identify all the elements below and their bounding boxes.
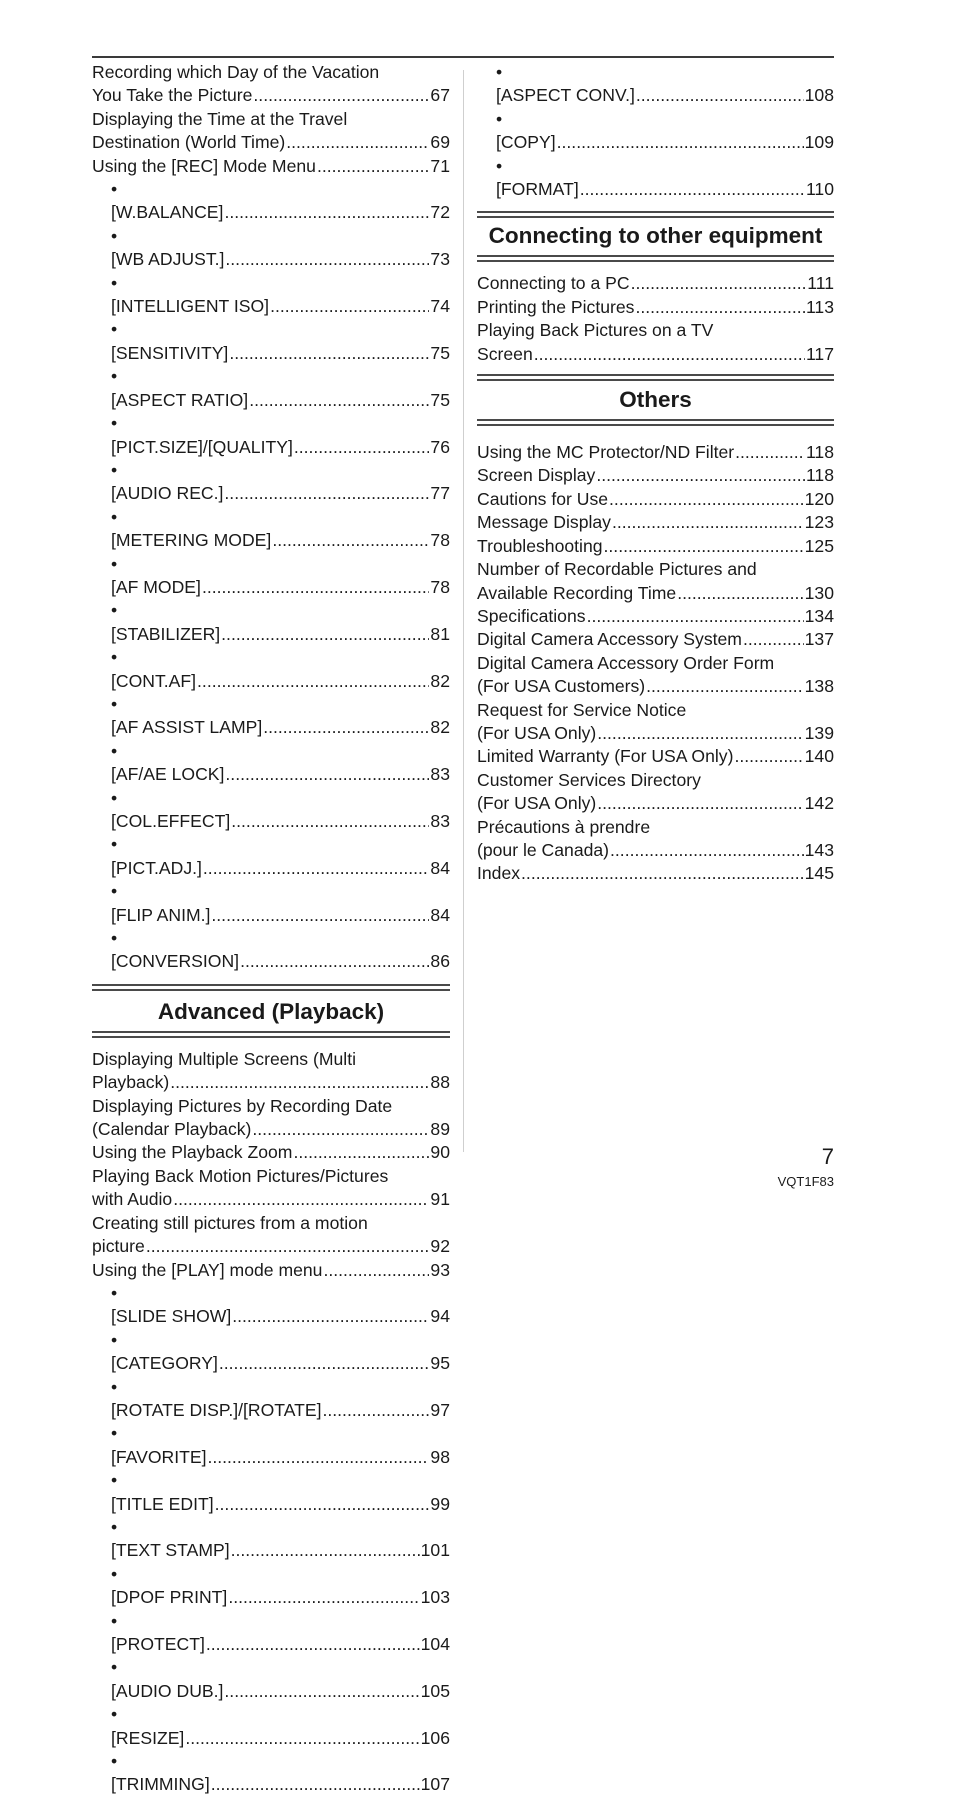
- section-heading: Advanced (Playback): [157, 998, 385, 1024]
- toc-page-number: 109: [804, 132, 834, 153]
- toc-subentry: [92, 1656, 450, 1703]
- toc-entry-title: • [AF/AE LOCK]: [111, 764, 225, 785]
- toc-entry-title: Limited Warranty (For USA Only): [477, 746, 734, 767]
- toc-page-number: 105: [420, 1680, 450, 1701]
- toc-entry: [477, 511, 834, 534]
- toc-subentry: [92, 318, 450, 365]
- toc-page-number: 75: [430, 342, 450, 363]
- section-heading: Others: [619, 387, 692, 413]
- toc-entry-title: • [CONVERSION]: [111, 951, 240, 972]
- section-rule-bottom: [477, 419, 834, 426]
- toc-entry-title: Playback): [92, 1072, 170, 1093]
- document-code: VQT1F83: [777, 1174, 834, 1189]
- toc-page-number: 101: [420, 1540, 450, 1561]
- section-rule-bottom: [92, 1031, 450, 1038]
- toc-page-number: 120: [804, 488, 834, 509]
- dot-leader: [203, 857, 430, 880]
- dot-leader: [646, 675, 803, 698]
- dot-leader: [211, 1773, 420, 1796]
- dot-leader: [323, 1399, 430, 1422]
- toc-entry: [92, 1165, 450, 1212]
- toc-page-number: 86: [430, 951, 450, 972]
- toc-entry: [477, 699, 834, 746]
- toc-subentry: [92, 225, 450, 272]
- dot-leader: [173, 1188, 429, 1211]
- toc-page-number: 108: [804, 85, 834, 106]
- section-rule-bottom: [477, 255, 834, 262]
- toc-entry: [92, 1095, 450, 1142]
- toc-entry-line: Recording which Day of the Vacation: [92, 62, 380, 82]
- toc-page-number: 76: [430, 436, 450, 457]
- toc-entry-title: Destination (World Time): [92, 132, 286, 153]
- dot-leader: [146, 1235, 430, 1258]
- toc-page-number: 69: [430, 132, 450, 153]
- toc-entry-title: • [SLIDE SHOW]: [111, 1306, 232, 1327]
- toc-left-column: [92, 61, 450, 1797]
- toc-entry-title: • [COL.EFFECT]: [111, 811, 231, 831]
- toc-entry-title: • [SENSITIVITY]: [111, 342, 229, 363]
- toc-page-number: 138: [804, 676, 834, 697]
- toc-page-number: 111: [807, 273, 834, 294]
- toc-list: [477, 61, 834, 201]
- toc-page-number: 103: [420, 1587, 450, 1608]
- dot-leader: [587, 605, 804, 628]
- toc-page-number: 140: [804, 746, 834, 767]
- toc-entry-title: Index: [477, 863, 521, 884]
- toc-page-number: 106: [420, 1727, 450, 1748]
- toc-subentry: [92, 365, 450, 412]
- toc-page-number: 142: [804, 793, 834, 814]
- dot-leader: [240, 950, 429, 973]
- toc-entry-line: Displaying Pictures by Recording Date: [92, 1095, 393, 1116]
- dot-leader: [225, 763, 429, 786]
- toc-page-number: 72: [430, 202, 450, 223]
- toc-entry-title: • [AF ASSIST LAMP]: [111, 717, 263, 738]
- toc-subentry: [92, 1376, 450, 1423]
- toc-entry-title: (Calendar Playback): [92, 1119, 252, 1140]
- dot-leader: [270, 295, 429, 318]
- toc-entry-title: • [AF MODE]: [111, 576, 201, 597]
- toc-subentry: [92, 693, 450, 740]
- toc-entry-title: • [PROTECT]: [111, 1634, 205, 1654]
- toc-page-number: 97: [430, 1399, 450, 1420]
- toc-page-number: 118: [805, 465, 834, 486]
- toc-page-number: 83: [430, 811, 450, 831]
- toc-page-number: 82: [430, 670, 450, 691]
- toc-entry-title: • [PICT.SIZE]/[QUALITY]: [111, 436, 293, 457]
- dot-leader: [604, 535, 804, 558]
- toc-entry-title: • [FORMAT]: [496, 179, 579, 200]
- toc-page-number: 98: [430, 1446, 450, 1467]
- toc-entry: [92, 1212, 450, 1259]
- dot-leader: [609, 488, 804, 511]
- toc-entry: [477, 535, 834, 558]
- toc-page-number: 99: [430, 1493, 450, 1514]
- toc-entry-title: • [TITLE EDIT]: [111, 1493, 214, 1514]
- toc-subentry: [92, 1329, 450, 1376]
- dot-leader: [207, 1446, 429, 1469]
- toc-entry: [92, 1048, 450, 1095]
- toc-entry-title: • [TEXT STAMP]: [111, 1540, 230, 1561]
- toc-entry: [92, 155, 450, 178]
- toc-subentry: [92, 1469, 450, 1516]
- toc-entry-title: Troubleshooting: [477, 535, 603, 556]
- toc-entry-line: Customer Services Directory: [477, 769, 701, 790]
- dot-leader: [206, 1633, 420, 1656]
- toc-entry-title: Specifications: [477, 605, 586, 626]
- dot-leader: [317, 155, 429, 178]
- toc-entry-title: Digital Camera Accessory System: [477, 629, 742, 650]
- toc-page-number: 93: [430, 1259, 450, 1280]
- toc-entry-title: • [FLIP ANIM.]: [111, 904, 211, 925]
- toc-entry-title: • [PICT.ADJ.]: [111, 857, 202, 878]
- dot-leader: [293, 1141, 429, 1164]
- dot-leader: [253, 84, 429, 107]
- toc-list: [477, 441, 834, 886]
- toc-entry-line: Précautions à prendre: [477, 816, 651, 837]
- toc-entry: [477, 605, 834, 628]
- dot-leader: [294, 436, 430, 459]
- toc-page-number: 145: [804, 863, 834, 884]
- section-heading: Connecting to other equipment: [488, 223, 823, 249]
- toc-entry: [92, 108, 450, 155]
- toc-entry: [92, 1141, 450, 1164]
- toc-page-number: 81: [430, 623, 450, 644]
- toc-entry-title: Using the MC Protector/ND Filter: [477, 442, 735, 463]
- toc-right-column: [477, 61, 834, 886]
- toc-page-number: 137: [804, 629, 834, 650]
- toc-entry-title: Screen Display: [477, 465, 596, 486]
- toc-entry-line: Playing Back Pictures on a TV: [477, 320, 714, 341]
- toc-subentry: [92, 1282, 450, 1329]
- toc-entry: [92, 1259, 450, 1282]
- toc-page-number: 94: [430, 1306, 450, 1327]
- section-connecting: [477, 211, 834, 366]
- toc-subentry: [92, 272, 450, 319]
- toc-subentry: [92, 787, 450, 834]
- toc-page-number: 130: [804, 582, 834, 603]
- toc-subentry: [92, 506, 450, 553]
- toc-subentry: [92, 459, 450, 506]
- toc-entry: [477, 488, 834, 511]
- toc-entry-line: Digital Camera Accessory Order Form: [477, 652, 775, 673]
- toc-entry-title: (For USA Only): [477, 722, 597, 743]
- dot-leader: [263, 716, 429, 739]
- section-others: [477, 374, 834, 886]
- toc-list: [92, 1048, 450, 1797]
- toc-page-number: 139: [804, 722, 834, 743]
- toc-entry-title: (For USA Customers): [477, 676, 646, 697]
- page-number: 7: [821, 1144, 834, 1169]
- toc-page-number: 77: [430, 483, 450, 504]
- toc-page-number: 134: [804, 605, 834, 626]
- toc-entry-title: with Audio: [92, 1189, 173, 1210]
- toc-page-number: 82: [430, 717, 450, 738]
- dot-leader: [557, 131, 804, 154]
- dot-leader: [229, 342, 429, 365]
- dot-leader: [735, 441, 805, 464]
- dot-leader: [221, 623, 429, 646]
- dot-leader: [202, 576, 429, 599]
- toc-entry: [477, 464, 834, 487]
- dot-leader: [232, 1305, 429, 1328]
- toc-entry: [477, 319, 834, 366]
- toc-entry-title: Available Recording Time: [477, 582, 677, 603]
- toc-entry-title: Message Display: [477, 512, 611, 533]
- toc-page-number: 92: [430, 1236, 450, 1257]
- top-rule: [92, 56, 834, 58]
- toc-page-number: 89: [430, 1119, 450, 1140]
- dot-leader: [636, 84, 804, 107]
- toc-subentry: [92, 833, 450, 880]
- toc-entry-line: Request for Service Notice: [477, 699, 687, 720]
- dot-leader: [231, 1539, 420, 1562]
- dot-leader: [635, 296, 804, 319]
- toc-page-number: 88: [430, 1072, 450, 1093]
- toc-entry-title: • [WB ADJUST.]: [111, 249, 225, 270]
- dot-leader: [170, 1071, 429, 1094]
- dot-leader: [224, 482, 429, 505]
- toc-entry-title: Using the Playback Zoom: [92, 1142, 293, 1163]
- toc-entry-title: • [METERING MODE]: [111, 530, 272, 551]
- dot-leader: [734, 745, 803, 768]
- section-advanced-playback: [92, 984, 450, 1797]
- dot-leader: [224, 1680, 419, 1703]
- toc-entry: [477, 296, 834, 319]
- toc-entry-title: (pour le Canada): [477, 839, 610, 860]
- dot-leader: [631, 272, 807, 295]
- toc-subentry: [92, 646, 450, 693]
- toc-subentry: [92, 927, 450, 974]
- toc-entry-title: • [FAVORITE]: [111, 1446, 207, 1467]
- toc-subentry: [92, 599, 450, 646]
- toc-entry-title: picture: [92, 1236, 145, 1257]
- toc-page-number: 90: [430, 1142, 450, 1163]
- toc-page-number: 71: [430, 155, 450, 176]
- toc-page-number: 91: [430, 1189, 450, 1210]
- toc-entry-title: • [STABILIZER]: [111, 623, 221, 644]
- toc-page-number: 118: [805, 442, 834, 463]
- toc-subentry: [92, 1516, 450, 1563]
- dot-leader: [225, 248, 429, 271]
- dot-leader: [677, 582, 803, 605]
- dot-leader: [610, 839, 804, 862]
- dot-leader: [743, 628, 804, 651]
- toc-page-number: 104: [420, 1634, 450, 1654]
- toc-page-number: 67: [430, 85, 450, 106]
- toc-entry-title: • [AUDIO DUB.]: [111, 1680, 224, 1701]
- dot-leader: [596, 464, 805, 487]
- toc-page-number: 117: [805, 343, 834, 364]
- toc-subentry: [477, 108, 834, 155]
- toc-subentry: [92, 1422, 450, 1469]
- toc-page-number: 125: [804, 535, 834, 556]
- toc-entry-title: • [W.BALANCE]: [111, 202, 224, 223]
- dot-leader: [224, 201, 429, 224]
- section-rule-top: [92, 984, 450, 991]
- toc-entry-title: Connecting to a PC: [477, 273, 630, 294]
- toc-entry: [477, 558, 834, 605]
- toc-entry: [477, 441, 834, 464]
- dot-leader: [286, 131, 429, 154]
- dot-leader: [197, 670, 429, 693]
- toc-page-number: 84: [430, 904, 450, 925]
- toc-entry: [477, 769, 834, 816]
- section-rule-top: [477, 374, 834, 381]
- toc-page-number: 83: [430, 764, 450, 785]
- toc-subentry: [92, 412, 450, 459]
- toc-entry-title: (For USA Only): [477, 793, 597, 814]
- toc-page-number: 78: [430, 530, 450, 551]
- dot-leader: [521, 862, 804, 885]
- dot-leader: [272, 529, 429, 552]
- dot-leader: [323, 1259, 429, 1282]
- toc-entry-title: • [DPOF PRINT]: [111, 1587, 228, 1608]
- toc-page-number: 107: [420, 1774, 450, 1795]
- toc-subentry: [92, 178, 450, 225]
- toc-page-number: 75: [430, 389, 450, 410]
- toc-entry: [477, 862, 834, 885]
- dot-leader: [211, 904, 429, 927]
- toc-page-number: 113: [805, 296, 834, 317]
- toc-list: [92, 61, 450, 974]
- column-divider: [463, 70, 464, 1152]
- dot-leader: [580, 178, 805, 201]
- toc-entry-title: • [COPY]: [496, 132, 556, 153]
- toc-entry-title: • [CATEGORY]: [111, 1353, 218, 1374]
- toc-entry-title: Screen: [477, 343, 533, 364]
- toc-entry: [477, 816, 834, 863]
- toc-subentry: [92, 1703, 450, 1750]
- toc-page-number: 84: [430, 857, 450, 878]
- toc-entry: [477, 652, 834, 699]
- dot-leader: [252, 1118, 429, 1141]
- toc-page-number: 95: [430, 1353, 450, 1374]
- toc-page-number: 110: [805, 179, 834, 200]
- toc-entry-title: You Take the Picture: [92, 85, 253, 106]
- toc-entry-line: Creating still pictures from a motion: [92, 1212, 368, 1233]
- toc-entry-title: • [TRIMMING]: [111, 1774, 210, 1795]
- toc-entry-line: Displaying the Time at the Travel: [92, 108, 348, 129]
- toc-list: [477, 272, 834, 366]
- toc-entry-title: • [ASPECT RATIO]: [111, 389, 249, 410]
- dot-leader: [185, 1727, 419, 1750]
- toc-subentry: [477, 61, 834, 108]
- dot-leader: [612, 511, 804, 534]
- toc-entry-title: • [ROTATE DISP.]/[ROTATE]: [111, 1399, 322, 1420]
- toc-page-number: 123: [804, 512, 834, 533]
- toc-entry-title: Using the [REC] Mode Menu: [92, 155, 316, 176]
- toc-subentry: [92, 740, 450, 787]
- dot-leader: [249, 389, 429, 412]
- toc-page-number: 78: [430, 576, 450, 597]
- toc-entry-line: Playing Back Motion Pictures/Pictures: [92, 1165, 389, 1186]
- toc-page-number: 143: [804, 839, 834, 860]
- dot-leader: [228, 1586, 419, 1609]
- toc-entry: [477, 272, 834, 295]
- toc-entry-line: Number of Recordable Pictures and: [477, 559, 757, 580]
- dot-leader: [597, 792, 803, 815]
- dot-leader: [215, 1493, 430, 1516]
- section-rule-top: [477, 211, 834, 218]
- toc-entry-title: • [INTELLIGENT ISO]: [111, 296, 270, 317]
- toc-entry-title: Cautions for Use: [477, 488, 609, 509]
- dot-leader: [597, 722, 803, 745]
- toc-subentry: [92, 1610, 450, 1657]
- toc-entry: [477, 628, 834, 651]
- toc-subentry: [92, 1563, 450, 1610]
- dot-leader: [231, 810, 429, 833]
- toc-entry-title: • [AUDIO REC.]: [111, 483, 224, 504]
- toc-entry-title: • [ASPECT CONV.]: [496, 85, 635, 106]
- toc-entry-title: Using the [PLAY] mode menu: [92, 1259, 323, 1280]
- toc-entry-title: • [RESIZE]: [111, 1727, 185, 1748]
- toc-subentry: [92, 880, 450, 927]
- toc-subentry: [92, 553, 450, 600]
- toc-page-number: 73: [430, 249, 450, 270]
- toc-entry: [477, 745, 834, 768]
- toc-entry-line: Displaying Multiple Screens (Multi: [92, 1048, 357, 1069]
- toc-entry: [92, 61, 450, 108]
- dot-leader: [219, 1352, 430, 1375]
- toc-page-number: 74: [430, 296, 450, 317]
- toc-subentry: [477, 155, 834, 202]
- toc-entry-title: • [CONT.AF]: [111, 670, 197, 691]
- dot-leader: [534, 343, 805, 366]
- toc-entry-title: Printing the Pictures: [477, 296, 635, 317]
- toc-subentry: [92, 1750, 450, 1797]
